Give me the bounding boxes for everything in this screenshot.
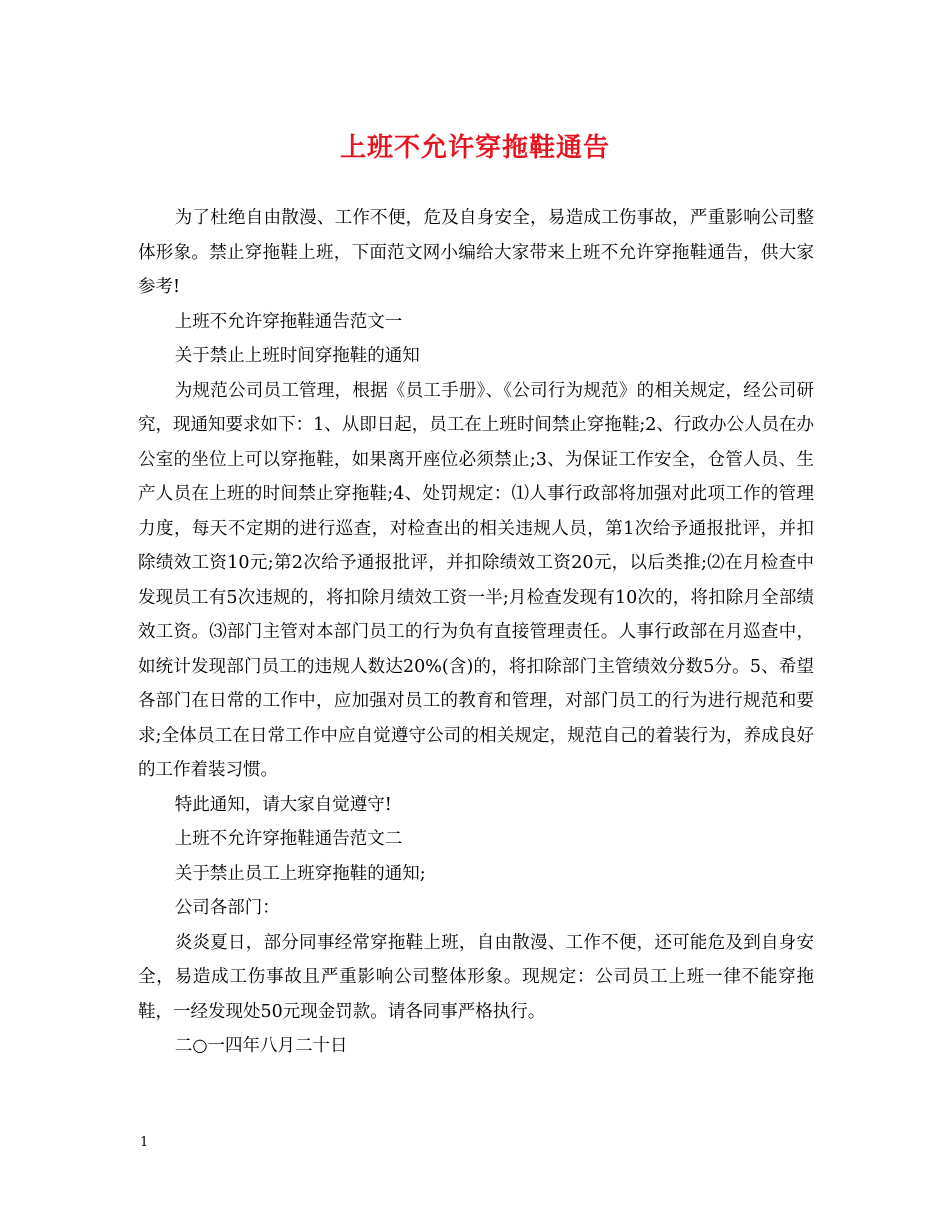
notice-one-closing: 特此通知，请大家自觉遵守! — [174, 794, 392, 815]
notice-two-title: 关于禁止员工上班穿拖鞋的通知; — [174, 863, 426, 884]
notice-two-recipient: 公司各部门： — [174, 898, 280, 918]
notice-two-date: 二○一四年八月二十日 — [174, 1036, 348, 1056]
notice-one-body: 为规范公司员工管理，根据《员工手册》、《公司行为规范》的相关规定，经公司研究，现通知要求如下：1、从即日起，员工在上班时间禁止穿拖鞋;2、行政办公人员在办公室的坐位上可以穿拖鞋，如果离开座位必须禁止;3、为保证工作安全，仓管人员、生产人员在上班的时间禁止穿拖鞋;4、处罚规定：⑴人事行政部将加强对此项工作的管理力度，每天不定期的进行巡查，对检查出的相关违规人员，第1次给予通报批评，并扣除绩效工资10元;第2次给予通报批评，并扣除绩效工资20元，以后类推;⑵在月检查中发现员工有5次违规的，将扣除月绩效工资一半;月检查发现有10次的，将扣除月全部绩效工资。⑶部门主管对本部门员工的行为负有直接管理责任。人事行政部在月巡查中，如统计发现部门员工的违规人数达20%(含)的，将扣除部门主管绩效分数5分。5、希望各部门在日常的工作中，应加强对员工的教育和管理，对部门员工的行为进行规范和要求;全体员工在日常工作中应自觉遵守公司的相关规定，规范自己的着装行为，养成良好的工作着装习惯。 — [138, 380, 814, 780]
intro-paragraph: 为了杜绝自由散漫、工作不便，危及自身安全，易造成工伤事故，严重影响公司整体形象。禁止穿拖鞋上班，下面范文网小编给大家带来上班不允许穿拖鞋通告，供大家参考! — [138, 208, 814, 297]
notice-two-body: 炎炎夏日，部分同事经常穿拖鞋上班，自由散漫、工作不便，还可能危及到自身安全，易造成工伤事故且严重影响公司整体形象。现规定：公司员工上班一律不能穿拖鞋，一经发现处50元现金罚款。请各同事严格执行。 — [138, 932, 814, 1022]
document-title: 上班不允许穿拖鞋通告 — [339, 133, 610, 163]
document-body — [138, 201, 814, 1064]
sample-two-heading: 上班不允许穿拖鞋通告范文二 — [174, 829, 403, 849]
page-number: 1 — [140, 1135, 149, 1150]
sample-one-heading: 上班不允许穿拖鞋通告范文一 — [174, 311, 403, 332]
notice-one-title: 关于禁止上班时间穿拖鞋的通知 — [174, 346, 420, 366]
